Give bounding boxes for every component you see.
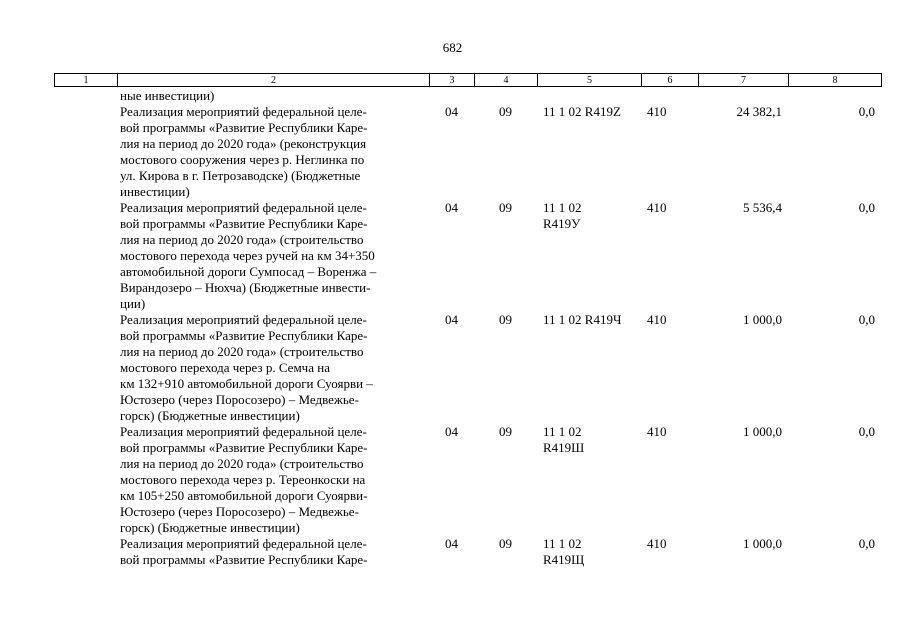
row-cell-3: 04 (445, 536, 458, 551)
row-cell-4: 09 (499, 312, 512, 327)
description-line: км 132+910 автомобильной дороги Суоярви – (120, 376, 373, 391)
row-cell-6: 410 (647, 200, 667, 215)
table-row (54, 536, 881, 568)
description-line: вой программы «Развитие Республики Каре- (120, 120, 368, 135)
description-line: вой программы «Развитие Республики Каре- (120, 552, 368, 567)
description-line: мостового перехода через ручей на км 34+350 (120, 248, 375, 263)
row-cell-3: 04 (445, 104, 458, 119)
row-cell-7: 1 000,0 (743, 424, 782, 439)
column-header-1: 1 (55, 74, 118, 87)
row-cell-3: 04 (445, 200, 458, 215)
table-row (54, 312, 881, 424)
description-line: инвестиции) (120, 184, 190, 199)
description-line: Реализация мероприятий федеральной целе- (120, 200, 367, 215)
row-description (117, 200, 429, 312)
description-line: лия на период до 2020 года» (строительство (120, 232, 364, 247)
row-cell-5: 11 1 02 R419Ш (543, 424, 585, 455)
description-line: вой программы «Развитие Республики Каре- (120, 216, 368, 231)
row-description (117, 424, 429, 536)
description-line: Реализация мероприятий федеральной целе- (120, 424, 367, 439)
row-description (117, 536, 429, 568)
row-cell-6: 410 (647, 312, 667, 327)
description-line: лия на период до 2020 года» (строительство (120, 344, 364, 359)
description-line: горск) (Бюджетные инвестиции) (120, 520, 300, 535)
description-line: мостового сооружения через р. Неглинка по (120, 152, 365, 167)
page-number: 682 (442, 40, 463, 55)
row-cell-5: 11 1 02 R419Z (543, 104, 621, 119)
row-cell-4: 09 (499, 104, 512, 119)
column-header-6: 6 (642, 74, 699, 87)
row-cell-7: 1 000,0 (743, 536, 782, 551)
column-header-2: 2 (118, 74, 430, 87)
column-number-header (54, 73, 882, 87)
table-row (54, 200, 881, 312)
description-line: ул. Кирова в г. Петрозаводске) (Бюджетные (120, 168, 361, 183)
column-header-7: 7 (699, 74, 789, 87)
row-cell-7: 24 382,1 (736, 104, 782, 119)
description-line: горск) (Бюджетные инвестиции) (120, 408, 300, 423)
column-header-8: 8 (789, 74, 882, 87)
description-line: Реализация мероприятий федеральной целе- (120, 536, 367, 551)
row-cell-5: 11 1 02 R419Ч (543, 312, 622, 327)
column-header-3: 3 (430, 74, 475, 87)
column-header-5: 5 (538, 74, 642, 87)
description-line: Вирандозеро – Нюхча) (Бюджетные инвести- (120, 280, 371, 295)
description-line: автомобильной дороги Сумпосад – Воренжа – (120, 264, 377, 279)
budget-table-body (54, 88, 881, 568)
row-cell-3: 04 (445, 424, 458, 439)
description-line: ции) (120, 296, 146, 311)
row-cell-7: 5 536,4 (743, 200, 782, 215)
description-line: Реализация мероприятий федеральной целе- (120, 104, 367, 119)
description-line: лия на период до 2020 года» (строительство (120, 456, 364, 471)
column-header-4: 4 (475, 74, 538, 87)
row-cell-6: 410 (647, 536, 667, 551)
table-row (54, 424, 881, 536)
description-line: км 105+250 автомобильной дороги Суоярви- (120, 488, 368, 503)
row-cell-8: 0,0 (858, 104, 875, 119)
description-line: мостового перехода через р. Тереонкоски на (120, 472, 366, 487)
continuation-text: ные инвестиции) (120, 88, 215, 103)
table-row (54, 104, 881, 200)
row-cell-3: 04 (445, 312, 458, 327)
description-line: Юстозеро (через Поросозеро) – Медвежье- (120, 392, 359, 407)
row-cell-8: 0,0 (858, 536, 875, 551)
description-line: лия на период до 2020 года» (реконструкция (120, 136, 367, 151)
description-line: вой программы «Развитие Республики Каре- (120, 440, 368, 455)
description-line: Юстозеро (через Поросозеро) – Медвежье- (120, 504, 359, 519)
row-description (117, 104, 429, 200)
row-description (117, 312, 429, 424)
row-cell-8: 0,0 (858, 424, 875, 439)
row-cell-6: 410 (647, 424, 667, 439)
row-cell-4: 09 (499, 536, 512, 551)
row-cell-7: 1 000,0 (743, 312, 782, 327)
description-line: Реализация мероприятий федеральной целе- (120, 312, 367, 327)
description-line: мостового перехода через р. Семча на (120, 360, 330, 375)
row-cell-6: 410 (647, 104, 667, 119)
row-cell-8: 0,0 (858, 200, 875, 215)
continuation-row (54, 88, 881, 104)
row-cell-8: 0,0 (858, 312, 875, 327)
row-cell-4: 09 (499, 200, 512, 215)
row-cell-5: 11 1 02 R419Щ (543, 536, 585, 567)
row-cell-4: 09 (499, 424, 512, 439)
row-cell-5: 11 1 02 R419У (543, 200, 582, 231)
description-line: вой программы «Развитие Республики Каре- (120, 328, 368, 343)
